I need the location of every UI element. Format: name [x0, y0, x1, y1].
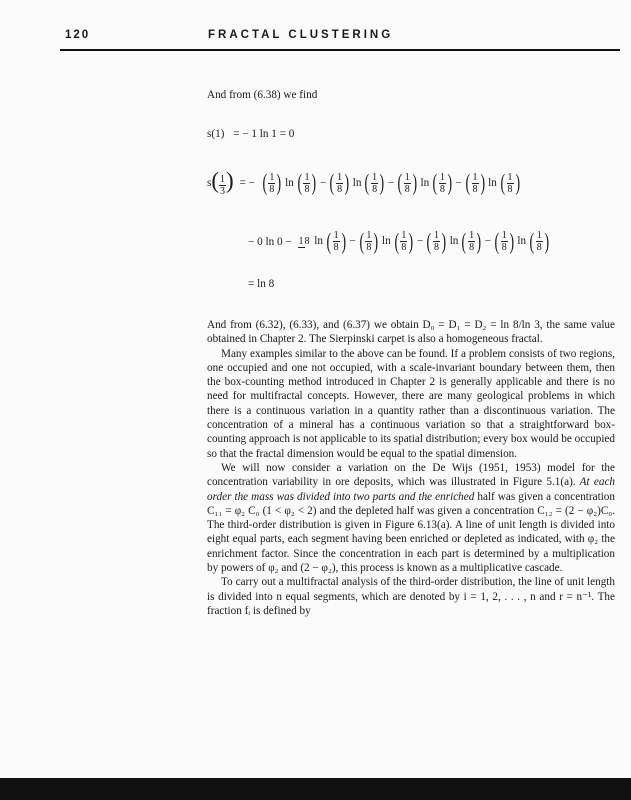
eq3-term-2-b-frac — [468, 230, 475, 253]
eq2-term-2-a-num: 1 — [404, 171, 410, 183]
eq2-term-3-a-frac — [472, 172, 479, 195]
eq2-ln-0: ln — [285, 177, 294, 190]
eq3-ln-0: ln — [314, 235, 323, 248]
eq2-term-3-b-den: 8 — [507, 183, 513, 195]
eq2-term-0-a-num: 1 — [269, 171, 275, 183]
eq2-term-0-b-den: 8 — [304, 183, 310, 195]
equation-s1 — [207, 128, 294, 140]
eq2-term-1-b-num: 1 — [372, 171, 378, 183]
eq3-term-3-b-den: 8 — [536, 242, 542, 253]
eq2-term-3-a-den: 8 — [472, 183, 478, 195]
eq3-term-1-b: ( $\frac{1}{8}$ ) — [394, 228, 414, 254]
eq2-term-2-a-frac — [404, 172, 411, 195]
equation-continuation — [248, 230, 550, 253]
eq2-term-3-b-frac — [507, 172, 514, 195]
eq3-ln-1: ln — [382, 235, 391, 248]
eq2-term-0-b: ( $\frac{1}{8}$ ) — [297, 170, 317, 196]
page-number: 120 — [65, 29, 91, 41]
eq1-lhs: s(1) — [207, 128, 225, 141]
eq3-term-0-b: ( $\frac{1}{8}$ ) — [326, 228, 346, 254]
eq2-lhs: s — [207, 177, 212, 190]
eq2-term-1-a-num: 1 — [337, 171, 343, 183]
eq2-term-0-b-frac — [303, 172, 310, 195]
eq3-lead: − 0 ln 0 − — [248, 235, 292, 248]
eq3-term-1-a-num: 1 — [366, 230, 372, 241]
eq2-terms — [261, 172, 522, 195]
eq3-minus-3: − — [484, 235, 492, 248]
eq3-ln-2: ln — [449, 235, 459, 248]
eq2-term-2-b-num: 1 — [439, 171, 445, 183]
paragraph-4: To carry out a multifractal analysis of the third-order distribution, the line of unit length is divided into n equal segments, which are denoted by i = 1, 2, . . . , n and r = n⁻¹. The fraction fᵢ is defined by — [207, 576, 615, 617]
eq3-term-2-a-frac — [433, 230, 440, 253]
eq3-term-1-a-frac — [365, 230, 372, 253]
paragraph-3b: At each order the mass was divided into two parts and the enriched — [207, 476, 616, 503]
eq3-term-3-b-num: 1 — [536, 230, 542, 241]
eq3-term-2-b: ( $\frac{1}{8}$ ) — [461, 228, 482, 254]
eq3-term-3-a-den: 8 — [501, 242, 507, 253]
eq3-term-3-b-frac — [536, 230, 543, 253]
eq2-term-1-b-frac — [371, 172, 378, 195]
eq3-term-3-a-num: 1 — [501, 230, 507, 241]
eq3-term-3-a: ( $\frac{1}{8}$ ) — [494, 228, 514, 254]
eq2-term-1-a-den: 8 — [337, 183, 343, 195]
eq3-term-1-a: ( $\frac{1}{8}$ ) — [359, 228, 379, 254]
eq3-term-1-a-den: 8 — [366, 242, 372, 253]
eq1-rhs: = − 1 ln 1 = 0 — [233, 128, 295, 141]
eq2-term-3-a: ( $\frac{1}{8}$ ) — [465, 170, 485, 196]
eq3-term-3-a-frac — [501, 230, 508, 253]
eq2-term-0-b-num: 1 — [304, 171, 310, 183]
eq3-lead-frac — [298, 236, 310, 247]
paragraph-3a: We will now consider a variation on the De Wijs (1951, 1953) model for the concentration variability in ore deposits, which was illustrated in Figure 5.1(a). — [207, 461, 615, 489]
eq3-term-2-a: ( $\frac{1}{8}$ ) — [426, 228, 447, 254]
eq3-minus-2: − — [417, 235, 424, 248]
body-text — [207, 318, 615, 618]
eq2-term-3-a-num: 1 — [472, 171, 478, 183]
eq2-term-1-b: ( $\frac{1}{8}$ ) — [365, 170, 385, 196]
eq3-term-2-b-num: 1 — [469, 230, 475, 241]
eq2-term-3-b: ( $\frac{1}{8}$ ) — [500, 170, 520, 196]
paragraph-3c: half was given a concentration C₁₁ = φ₂ C₀ (1 < φ₂ < 2) and the depleted half was given a concentration C₁₂ = (2 − φ₂)C₀. The third-order distribution is given in Figure 6.13(a). A line of unit length is divided into eight equal parts, each segment having been enriched or depleted as indicated, with φ₂ the enrichment factor. Since the concentration in each part is determined by a multiplication by powers of φ₂ and (2 − φ₂), this process is known as a multiplicative cascade. — [207, 490, 615, 575]
eq3-term-3-b: ( $\frac{1}{8}$ ) — [529, 228, 549, 254]
eq2-ln-3: ln — [488, 177, 497, 190]
equation-result: = ln 8 — [248, 278, 275, 290]
scan-bottom-edge — [0, 778, 631, 800]
eq2-lhs-den: 3 — [220, 185, 226, 197]
eq3-minus-1: − — [349, 235, 356, 248]
eq2-lhs-paren: ( $\frac{1}{3}$ ) — [211, 168, 234, 197]
eq3-term-2-b-den: 8 — [469, 242, 475, 253]
eq3-term-0-b-frac — [333, 230, 340, 253]
paragraph-2: Many examples similar to the above can be found. If a problem consists of two regions, one occupied and one not occupied, with a scale-invariant boundary between them, then the box-counting method introduced in Chapter 2 is generally applicable and there is no need for multifractal concepts. However, there are many geological problems in which there is a continuous variation in a quantity rather than a discontinuous variation. The concentration of a mineral has a continuous variation so that a straightforward box-counting approach is not applicable to its spatial distribution; every box would be occupied so that the fractal dimension would be equal to the spatial dimension. — [207, 347, 615, 460]
eq2-term-2-b: ( $\frac{1}{8}$ ) — [432, 170, 452, 196]
eq2-minus-1: − — [320, 177, 327, 190]
eq3-term-1-b-den: 8 — [401, 242, 407, 253]
eq2-term-0-a-den: 8 — [269, 183, 275, 195]
eq3-ln-3: ln — [517, 235, 527, 248]
eq3-term-0-b-num: 1 — [333, 230, 339, 241]
eq3-term-1-b-num: 1 — [401, 230, 407, 241]
paragraph-3 — [207, 461, 615, 575]
eq2-term-0-a: ( $\frac{1}{8}$ ) — [262, 170, 282, 196]
eq3-term-2-a-num: 1 — [434, 230, 440, 241]
eq2-term-1-b-den: 8 — [372, 183, 378, 195]
eq2-term-1-a-frac — [336, 172, 343, 195]
eq3-term-0-b-den: 8 — [333, 242, 339, 253]
equation-s-one-third — [207, 170, 521, 197]
eq2-equals: = − — [239, 177, 255, 190]
eq2-term-3-b-num: 1 — [507, 171, 513, 183]
eq3-terms — [312, 230, 550, 253]
eq2-term-2-b-den: 8 — [439, 183, 445, 195]
eq2-minus-2: − — [387, 177, 395, 190]
eq2-ln-2: ln — [420, 177, 430, 190]
eq2-term-0-a-frac — [268, 172, 275, 195]
eq3-lead-den: 8 — [304, 236, 310, 247]
paragraph-1: And from (6.32), (6.33), and (6.37) we obtain D₀ = D₁ = D₂ = ln 8/ln 3, the same value obtained in Chapter 2. The Sierpinski carpet is also a homogeneous fractal. — [207, 319, 615, 346]
eq2-minus-3: − — [455, 177, 462, 190]
eq2-term-2-b-frac — [439, 172, 446, 195]
intro-line: And from (6.38) we find — [207, 89, 318, 101]
eq2-term-1-a: ( $\frac{1}{8}$ ) — [329, 170, 350, 196]
eq3-lead-num: 1 — [298, 236, 304, 247]
eq3-term-2-a-den: 8 — [434, 242, 440, 253]
eq2-lhs-num: 1 — [220, 173, 226, 185]
running-title: FRACTAL CLUSTERING — [208, 29, 394, 41]
header-rule — [60, 49, 620, 51]
eq2-term-2-a-den: 8 — [404, 183, 410, 195]
eq3-term-1-b-frac — [400, 230, 407, 253]
eq2-ln-1: ln — [352, 177, 362, 190]
eq2-term-2-a: ( $\frac{1}{8}$ ) — [397, 170, 417, 196]
